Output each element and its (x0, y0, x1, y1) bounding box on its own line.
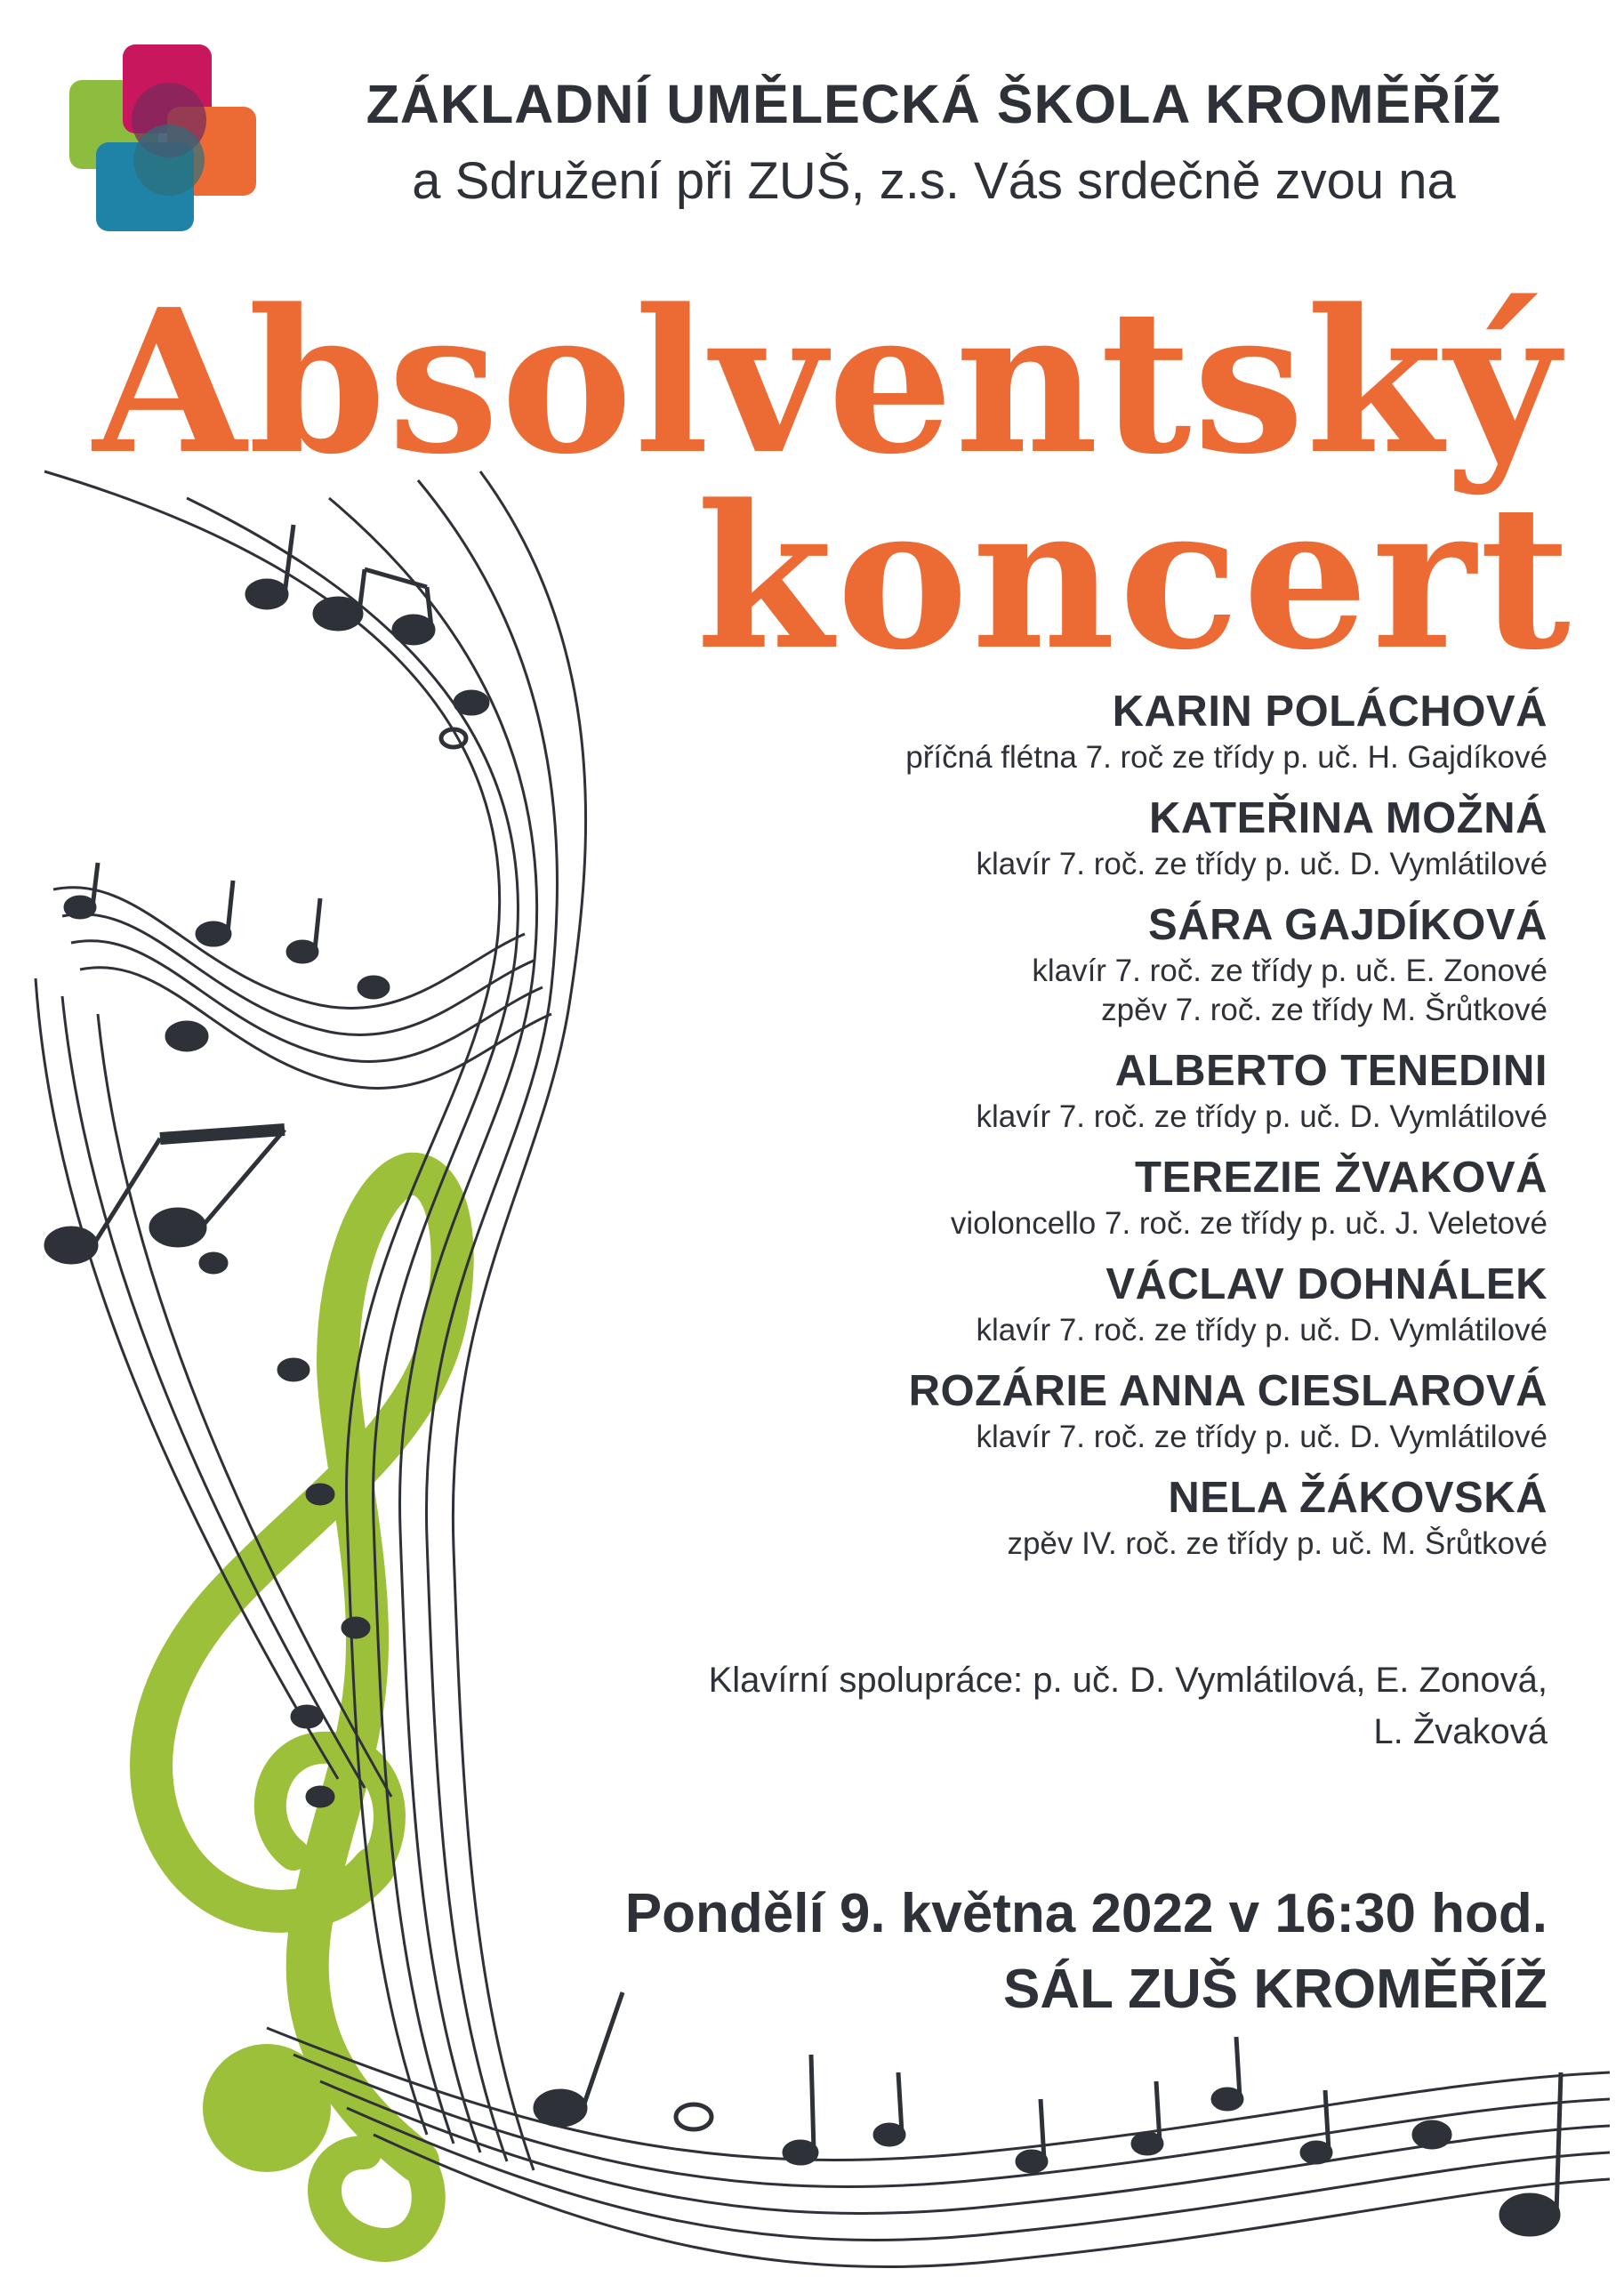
invitation-line: a Sdružení při ZUŠ, z.s. Vás srdečně zvou na (412, 152, 1456, 210)
performer-name: KARIN POLÁCHOVÁ (1112, 688, 1548, 736)
event-date: Pondělí 9. května 2022 v 16:30 hod. (624, 1883, 1548, 1944)
performer-detail: klavír 7. roč. ze třídy p. uč. D. Vymlátilové (976, 1420, 1548, 1454)
performer-detail: příčná flétna 7. roč ze třídy p. uč. H. Gajdíkové (905, 740, 1548, 775)
performer-entry (569, 685, 1548, 777)
performer-detail: zpěv 7. roč. ze třídy M. Šrůtkové (1101, 993, 1548, 1027)
title-line-2: koncert (695, 463, 1574, 694)
accompaniment-line-2: L. Žvaková (1373, 1712, 1548, 1751)
performer-entry (569, 792, 1548, 884)
performer-detail: klavír 7. roč. ze třídy p. uč. D. Vymlátilové (976, 847, 1548, 881)
title-line-1: Absolventský (92, 267, 1562, 498)
event-venue: SÁL ZUŠ KROMĚŘÍŽ (1003, 1959, 1548, 2020)
piano-accompaniment (436, 1654, 1548, 1758)
performer-detail: klavír 7. roč. ze třídy p. uč. E. Zonové (1032, 953, 1548, 988)
performer-name: ALBERTO TENEDINI (1114, 1047, 1548, 1095)
performer-name: TEREZIE ŽVAKOVÁ (1135, 1154, 1548, 1202)
performer-name: ROZÁRIE ANNA CIESLAROVÁ (908, 1367, 1548, 1415)
performer-entry (569, 1258, 1548, 1350)
performer-list (569, 685, 1548, 1578)
performer-detail: violoncello 7. roč. ze třídy p. uč. J. Veletové (950, 1206, 1548, 1241)
performer-entry (569, 1044, 1548, 1137)
performer-name: SÁRA GAJDÍKOVÁ (1148, 901, 1548, 949)
performer-detail: zpěv IV. roč. ze třídy p. uč. M. Šrůtkové (1007, 1526, 1548, 1561)
performer-entry (569, 898, 1548, 1030)
accompaniment-line-1: Klavírní spolupráce: p. uč. D. Vymlátilová, E. Zonová, (708, 1661, 1548, 1700)
school-name: ZÁKLADNÍ UMĚLECKÁ ŠKOLA KROMĚŘÍŽ (366, 74, 1502, 134)
performer-detail: klavír 7. roč. ze třídy p. uč. D. Vymlátilové (976, 1099, 1548, 1134)
performer-entry (569, 1364, 1548, 1457)
performer-name: NELA ŽÁKOVSKÁ (1168, 1474, 1548, 1522)
performer-name: KATEŘINA MOŽNÁ (1149, 794, 1548, 842)
performer-entry (569, 1151, 1548, 1243)
school-flower-logo-icon (69, 44, 256, 231)
performer-entry (569, 1471, 1548, 1564)
performer-detail: klavír 7. roč. ze třídy p. uč. D. Vymlátilové (976, 1313, 1548, 1348)
performer-name: VÁCLAV DOHNÁLEK (1105, 1260, 1548, 1308)
